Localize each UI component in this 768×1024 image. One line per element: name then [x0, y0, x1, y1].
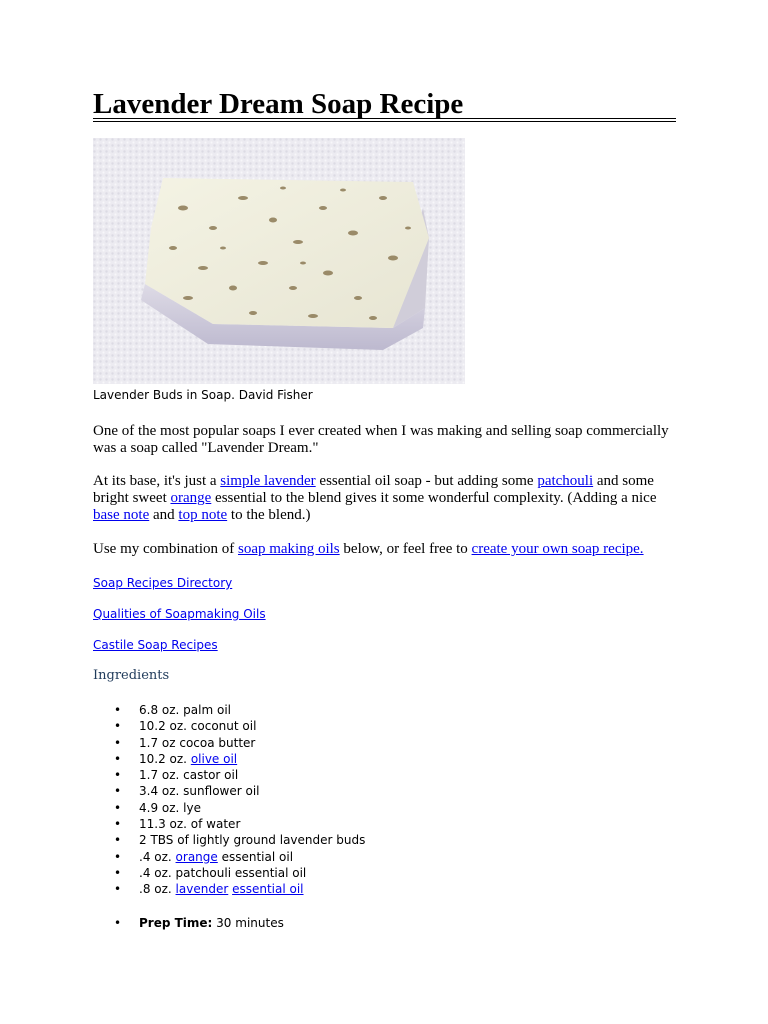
bullet: • — [114, 849, 122, 864]
ingredients-list — [93, 702, 676, 898]
ingredient-text: 1.7 oz cocoa butter — [139, 735, 256, 750]
list-item — [93, 735, 676, 751]
ingredient-text: .4 oz. patchouli essential oil — [139, 865, 307, 880]
simple-lavender-link[interactable]: simple lavender — [220, 473, 316, 489]
ingredient-text: .4 oz. — [139, 849, 176, 864]
text-fragment: to the blend.) — [227, 507, 311, 523]
soap-making-oils-link[interactable]: soap making oils — [237, 541, 340, 557]
ingredient-text: 3.4 oz. sunflower oil — [139, 784, 260, 799]
qualities-of-oils-link[interactable]: Qualities of Soapmaking Oils — [93, 607, 266, 621]
text-fragment: At its base, it's just a — [93, 473, 221, 489]
text-fragment: below, or feel free to — [339, 541, 472, 557]
castile-soap-recipes-link[interactable]: Castile Soap Recipes — [93, 638, 218, 652]
list-item — [93, 718, 676, 734]
prep-time-value: 30 minutes — [212, 916, 284, 930]
ingredient-text: .8 oz. — [139, 882, 176, 897]
orange-link[interactable]: orange — [170, 490, 212, 506]
text-fragment: and — [149, 507, 179, 523]
base-note-link[interactable]: base note — [93, 507, 150, 523]
ingredient-text: 1.7 oz. castor oil — [139, 768, 239, 783]
list-item — [93, 865, 676, 881]
olive-oil-link[interactable]: olive oil — [190, 751, 238, 766]
list-item — [93, 751, 676, 767]
list-item — [93, 783, 676, 799]
bullet: • — [114, 719, 122, 734]
bullet: • — [114, 916, 122, 930]
ingredient-text: 2 TBS of lightly ground lavender buds — [139, 833, 366, 848]
prep-time — [93, 915, 676, 931]
list-item — [93, 832, 676, 848]
bullet: • — [114, 833, 122, 848]
soap-photo — [93, 138, 465, 384]
text-fragment: Use my combination of — [93, 541, 238, 557]
top-note-link[interactable]: top note — [178, 507, 228, 523]
bullet: • — [114, 751, 122, 766]
soap-recipes-directory-link[interactable]: Soap Recipes Directory — [93, 576, 233, 590]
text-fragment: essential oil soap - but adding some — [315, 473, 538, 489]
ingredient-text: 11.3 oz. of water — [139, 817, 241, 832]
bullet: • — [114, 735, 122, 750]
ingredient-text: 10.2 oz. — [139, 751, 191, 766]
bullet: • — [114, 768, 122, 783]
bullet: • — [114, 703, 122, 717]
text-fragment: essential to the blend gives it some wonderful complexity. (Adding a nice — [211, 490, 657, 506]
bullet: • — [114, 784, 122, 799]
list-item — [93, 849, 676, 865]
prep-time-label: Prep Time: — [139, 916, 213, 930]
bullet: • — [114, 865, 122, 880]
orange-oil-link[interactable]: orange — [175, 849, 218, 864]
list-item — [93, 816, 676, 832]
ingredient-text: 4.9 oz. lye — [139, 800, 201, 815]
bullet: • — [114, 882, 122, 897]
title-divider — [93, 118, 676, 122]
ingredient-text: 10.2 oz. coconut oil — [139, 719, 257, 734]
ingredient-text: 6.8 oz. palm oil — [139, 703, 231, 717]
ingredients-heading: Ingredients — [93, 668, 170, 683]
image-caption: Lavender Buds in Soap. David Fisher — [93, 388, 313, 402]
list-item — [93, 800, 676, 816]
page-title: Lavender Dream Soap Recipe — [93, 88, 464, 120]
intro-paragraph: One of the most popular soaps I ever created when I was making and selling soap commercially was a soap called "Lavender Dream." — [93, 423, 669, 456]
bullet: • — [114, 817, 122, 832]
patchouli-link[interactable]: patchouli — [537, 473, 594, 489]
create-recipe-link[interactable]: create your own soap recipe. — [471, 541, 644, 557]
essential-oil-link[interactable]: essential oil — [232, 882, 304, 897]
list-item — [93, 767, 676, 783]
base-paragraph — [93, 473, 676, 524]
list-item — [93, 881, 676, 897]
lavender-link[interactable]: lavender — [175, 882, 229, 897]
oils-paragraph — [93, 541, 676, 558]
text-fragment: and some bright sweet — [93, 473, 654, 506]
ingredient-text: essential oil — [217, 849, 294, 864]
list-item — [93, 702, 676, 718]
bullet: • — [114, 800, 122, 815]
